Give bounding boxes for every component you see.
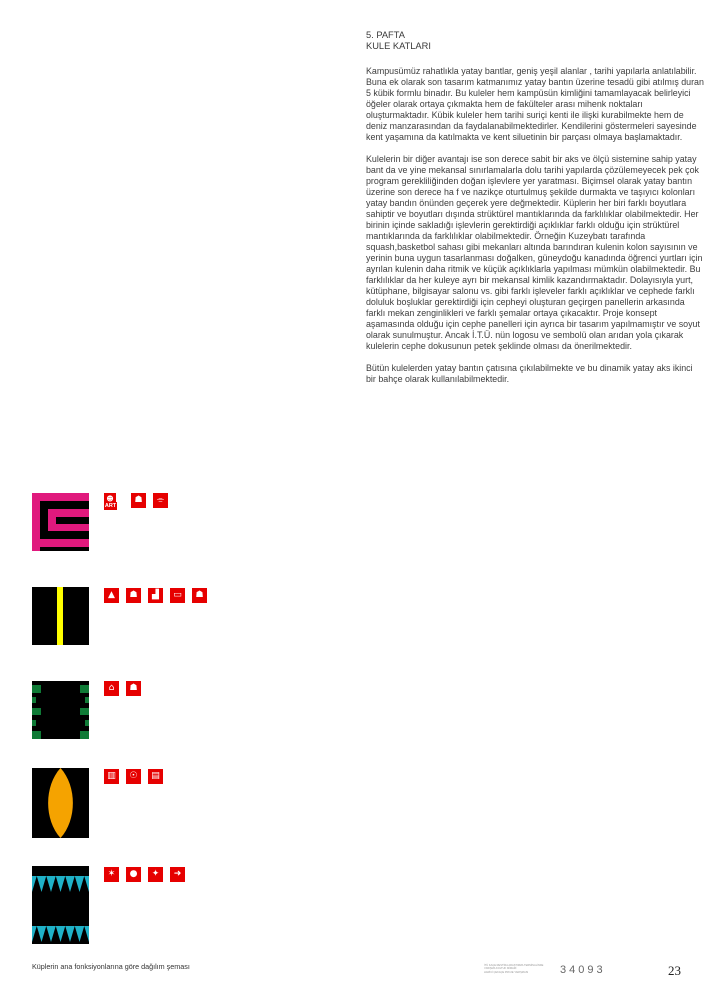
sports-icon: ✶ bbox=[104, 867, 119, 882]
computer-icon: ▭ bbox=[170, 588, 185, 603]
graduation-cap-icon: ▲ bbox=[104, 588, 119, 603]
people-icon: ☗ bbox=[131, 493, 146, 508]
building-icon: ⌂ bbox=[104, 681, 119, 696]
footer-fine-print: İTÜ KAÇE RESTİRA ARAŞTIRMA TERMİNALİNDE YARIŞMA KOLTUK MİMARİ HARİCİ ÇEKAÇE PROJE YARIŞMASI bbox=[484, 964, 544, 974]
library-icon: ▤ bbox=[148, 769, 163, 784]
figure-caption: Küplerin ana fonksiyonlarına göre dağılım şeması bbox=[32, 962, 190, 971]
tower-icons-2 bbox=[104, 588, 207, 603]
tower-icons-4 bbox=[104, 769, 163, 784]
tower-diagram-5 bbox=[32, 866, 89, 944]
tower-icons-5 bbox=[104, 867, 185, 882]
tower-icons-3 bbox=[104, 681, 141, 696]
entry-code: 34093 bbox=[560, 964, 606, 976]
lens-shape bbox=[32, 768, 89, 838]
podium-icon: ▟ bbox=[148, 588, 163, 603]
body-text bbox=[366, 66, 704, 396]
sheet-number: 5. PAFTA bbox=[366, 30, 405, 40]
tower-diagram-4 bbox=[32, 768, 89, 838]
tower-diagram-3 bbox=[32, 681, 89, 739]
zigzag-band bbox=[32, 866, 89, 944]
people-icon: ☗ bbox=[126, 681, 141, 696]
running-icon: ✦ bbox=[148, 867, 163, 882]
stairs-icon: ⌯ bbox=[153, 493, 168, 508]
exit-icon: ➜ bbox=[170, 867, 185, 882]
serpentine-band bbox=[32, 493, 89, 551]
paragraph: Bütün kulelerden yatay bantın çatısına çıkılabilmekte ve bu dinamik yatay aks ikinci bir bahçe olarak kullanılabilmektedir. bbox=[366, 363, 693, 384]
reading-icon: ☉ bbox=[126, 769, 141, 784]
theater-icon: ☻ bbox=[104, 493, 116, 505]
tower-diagram-1 bbox=[32, 493, 89, 551]
basketball-icon: ● bbox=[126, 867, 141, 882]
vertical-band bbox=[32, 587, 89, 645]
sheet-title bbox=[366, 30, 431, 52]
people-icon: ☗ bbox=[126, 588, 141, 603]
paragraph: Kulelerin bir diğer avantajı ise son derece sabit bir aks ve ölçü sistemine sahip yatay bant da ve yine mekansal sınırlamalarla dolu tarihi yapılarda çözülemeyecek pek çok program gerekliliğinden doğan işlevlere yer yaratması. Biçimsel olarak yatay bantın üzerine son derece ha f ve nazikçe oturtulmuş şekilde durmakta ve taşıyıcı kolonları yatay bandın önünden geçerek yere değmektedir. Küplerin her biri farklı boyutlara sahiptir ve boyutları dışında strüktürel mantıklarında da farklılıklar olabilmektedir. Her birinin içinde sakladığı işlevlerin gerektirdiği açıklıklar farklı olduğu için strüktürel mantıklarında da farklılıklar olabilmektedir. Örneğin Kuzeybatı tarafında squash,basketbol sahası gibi mekanları altında barındıran kulenin kolon sayısının ve yerinin buna uygun tasarlanması doğalken, güneydoğu kanadında öğrenci yurtları için ayrılan kulenin daha ritmik ve küçük açıklıklarla yapılması mümkün olabilmektedir. Bu farklılıklar da her kuleye ayrı bir mekansal kimlik kazandırmaktadır. Dolayısıyla yurt, kütüphane, bilgisayar salonu vs. gibi farklı işleveler farklı açıklıklar ve cephede farklı doluluk boşluklar gerektirdiği için cepheyi oluşturan geçirgen panellerin arkasında farklı mekan zenginlikleri ve farklı şemalar ortaya çıkacaktır. Proje konsept aşamasında olduğu için cephe panelleri için ayrıca bir tasarım yapılmamıştır ve soyut olarak sunulmuştur. Ancak İ.T.Ü. nün logosu ve sembolü olan arıdan yola çıkarak kulelerin cephe dokusunun petek şeklinde olması da önerilmektedir. bbox=[366, 154, 703, 351]
art-badge: ART bbox=[104, 503, 117, 509]
people-icon: ☗ bbox=[192, 588, 207, 603]
page-number: 23 bbox=[668, 963, 681, 978]
paragraph: Kampusümüz rahatlıkla yatay bantlar, geniş yeşil alanlar , tarihi yapılarla anlatılabilir. Buna ek olarak son tasarım katmanımız yatay bantın üzerine tesadü gibi atılmış duran 5 kübik formlu binadır. Bu kuleler hem kampüsün kimliğini tamamlayacak belirleyici öğeler olarak ortaya çıkmakta hem de fakülteler arası mihenk noktaları oluşturmaktadır. Kübik kuleler hem tarihi suriçi kenti ile ilişki kurabilmekte hem de deniz manzarasından da faydalanabilmektedirler. Kendilerini göstermeleri sayesinde kent yaşamına da katılmakta ve kent siluetinin bir parçası olmaya başlamaktadır. bbox=[366, 66, 704, 142]
sheet-heading: KULE KATLARI bbox=[366, 41, 431, 51]
tower-diagram-2 bbox=[32, 587, 89, 645]
book-icon: ▥ bbox=[104, 769, 119, 784]
dotted-band bbox=[32, 681, 89, 739]
